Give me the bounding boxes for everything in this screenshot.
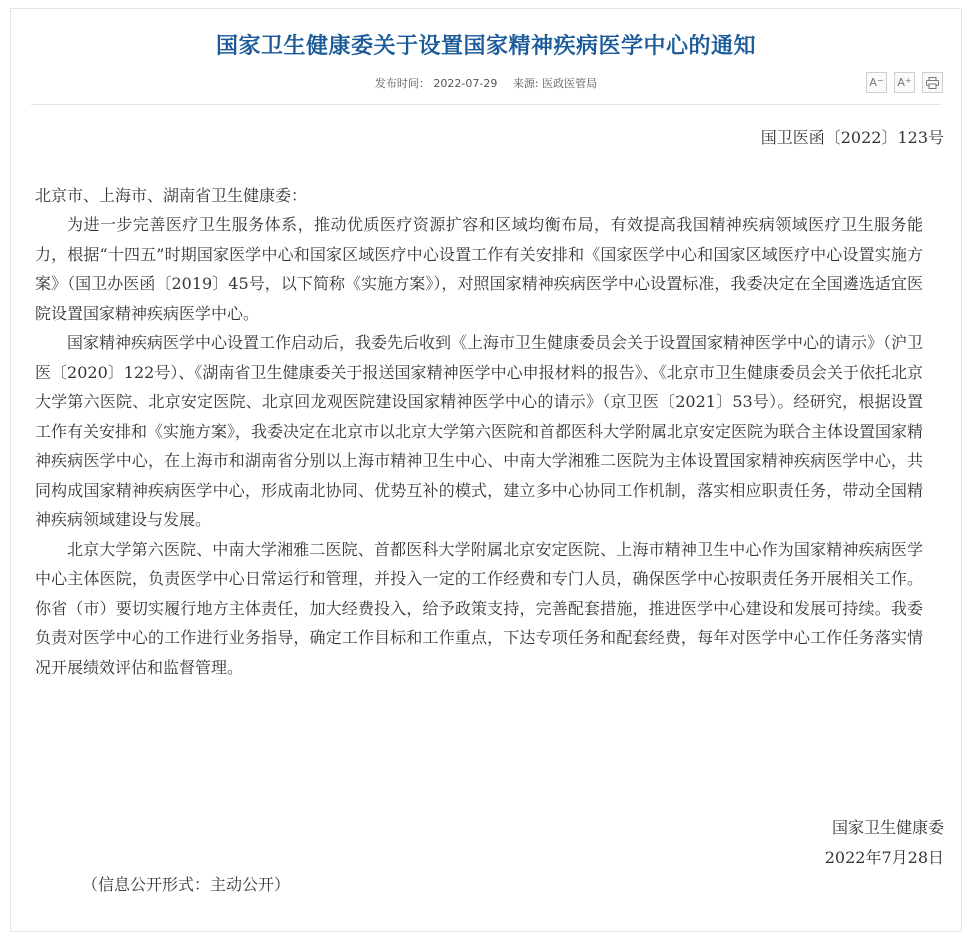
publish-date: 2022-07-29: [433, 77, 498, 90]
addressee: 北京市、上海市、湖南省卫生健康委：: [35, 186, 308, 205]
font-increase-button[interactable]: [894, 72, 915, 93]
paragraph: 为进一步完善医疗卫生服务体系，推动优质医疗资源扩容和区域均衡布局，有效提高我国精神疾病领域医疗卫生服务能力，根据“十四五”时期国家医学中心和国家区域医疗中心设置工作有关安排和《国家医学中心和国家区域医疗中心设置实施方案》（国卫办医函〔2019〕45号，以下简称《实施方案》），对照国家精神疾病医学中心设置标准，我委决定在全国遴选适宜医院设置国家精神疾病医学中心。: [35, 215, 923, 323]
article-meta: [11, 75, 961, 91]
document-body: [35, 210, 923, 682]
print-button[interactable]: [922, 72, 943, 93]
font-decrease-button[interactable]: [866, 72, 887, 93]
page-title: 国家卫生健康委关于设置国家精神疾病医学中心的通知: [215, 34, 756, 59]
publish-info: [375, 77, 497, 90]
plus-icon: +: [904, 76, 912, 85]
publish-label: 发布时间：: [374, 77, 430, 90]
header-divider: [31, 104, 941, 105]
paragraph: 国家精神疾病医学中心设置工作启动后，我委先后收到《上海市卫生健康委员会关于设置国家精神医学中心的请示》（沪卫医〔2020〕122号）、《湖南省卫生健康委关于报送国家精神医学中心申报材料的报告》、《北京市卫生健康委员会关于依托北京大学第六医院、北京安定医院、北京回龙观医院建设国家精神医学中心的请示》（京卫医〔2021〕53号）。经研究，根据设置工作有关安排和《实施方案》，我委决定在北京市以北京大学第六医院和首都医科大学附属北京安定医院为联合主体设置国家精神疾病医学中心，在上海市和湖南省分别以上海市精神卫生中心、中南大学湘雅二医院为主体设置国家精神疾病医学中心，共同构成国家精神疾病医学中心，形成南北协同、优势互补的模式，建立多中心协同工作机制，落实相应职责任务，带动全国精神疾病领域建设与发展。: [35, 333, 924, 529]
article-toolbar: [866, 72, 943, 93]
source-label: 来源:: [512, 77, 539, 90]
printer-icon: [926, 77, 939, 89]
font-increase-label: A: [897, 76, 905, 89]
sign-date: 2022年7月28日: [824, 848, 944, 867]
minus-icon: −: [876, 76, 884, 85]
document-number: 国卫医函〔2022〕123号: [760, 128, 944, 147]
source-info: [513, 77, 597, 90]
signature: 国家卫生健康委: [831, 818, 944, 837]
font-decrease-label: A: [869, 76, 877, 89]
source-value: 医政医管局: [542, 77, 598, 90]
paragraph: 北京大学第六医院、中南大学湘雅二医院、首都医科大学附属北京安定医院、上海市精神卫生中心作为国家精神疾病医学中心主体医院，负责医学中心日常运行和管理，并投入一定的工作经费和专门人员，确保医学中心按职责任务开展相关工作。你省（市）要切实履行地方主体责任，加大经费投入，给予政策支持，完善配套措施，推进医学中心建设和发展可持续。我委负责对医学中心的工作进行业务指导，确定工作目标和工作重点，下达专项任务和配套经费，每年对医学中心工作任务落实情况开展绩效评估和监督管理。: [35, 539, 923, 677]
disclosure-note: （信息公开形式：主动公开）: [82, 875, 291, 894]
